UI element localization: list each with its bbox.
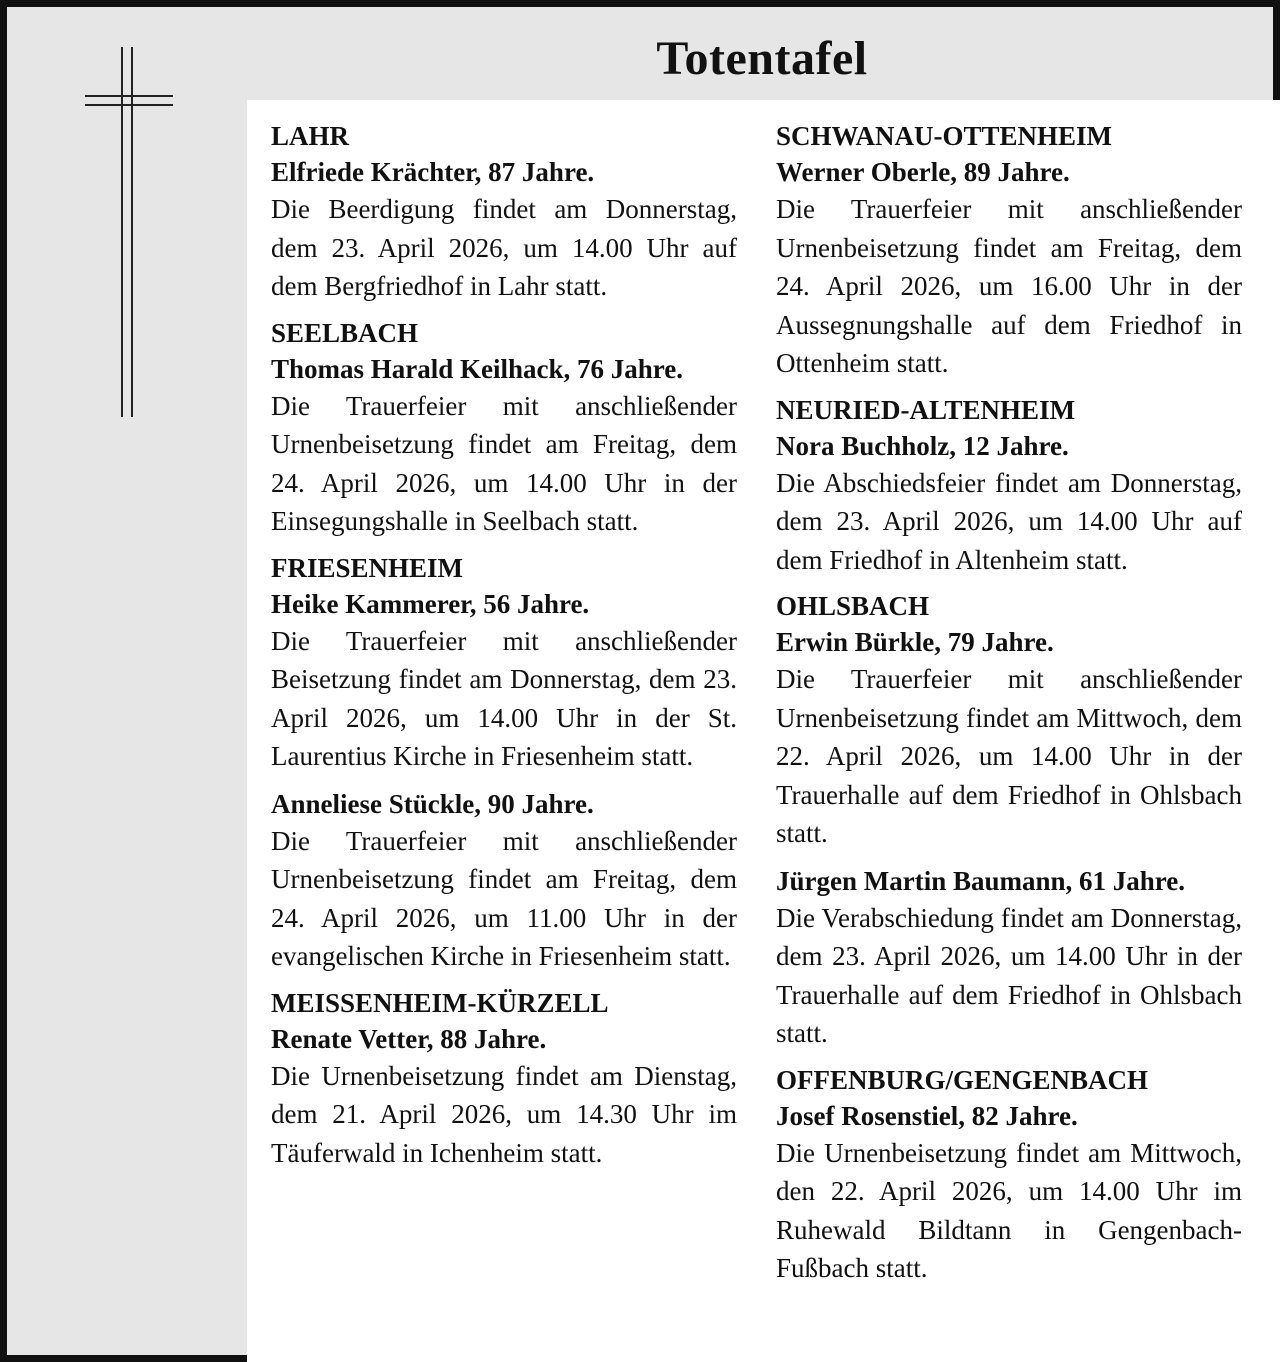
obituary-entry (271, 986, 737, 1173)
entry-place: SEELBACH (271, 317, 419, 348)
entry-name: Werner Oberle, 89 Jahre. (776, 157, 1070, 187)
obituary-entry (776, 589, 1242, 853)
entry-text: Die Trauerfeier mit anschließender Urnenbeisetzung findet am Freitag, dem 24. April 2026, um 14.00 Uhr in der Einsegungshalle in Seelbach statt. (271, 390, 737, 536)
entry-name: Elfriede Krächter, 87 Jahre. (271, 157, 595, 187)
left-column (271, 119, 737, 1182)
entry-name: Renate Vetter, 88 Jahre. (271, 1023, 547, 1054)
cross-icon (83, 47, 175, 422)
entry-place: FRIESENHEIM (271, 552, 464, 583)
entry-name: Josef Rosenstiel, 82 Jahre. (776, 1100, 1078, 1131)
entry-name: Anneliese Stückle, 90 Jahre. (271, 788, 594, 819)
entry-place: SCHWANAU-OTTENHEIM (776, 121, 1113, 151)
entry-place: MEISSENHEIM-KÜRZELL (271, 987, 609, 1018)
entry-name: Erwin Bürkle, 79 Jahre. (776, 627, 1054, 657)
entry-text: Die Abschiedsfeier findet am Donnerstag, dem 23. April 2026, um 14.00 Uhr auf dem Friedhof in Altenheim statt. (776, 467, 1242, 575)
obituary-entry (271, 316, 737, 541)
entry-text: Die Trauerfeier mit anschließender Urnenbeisetzung findet am Mittwoch, dem 22. April 2026, um 14.00 Uhr in der Trauerhalle auf dem Friedhof in Ohlsbach statt. (776, 664, 1242, 848)
obituary-entry (776, 119, 1242, 383)
entry-text: Die Verabschiedung findet am Donnerstag, dem 23. April 2026, um 14.00 Uhr in der Trauerhalle auf dem Friedhof in Ohlsbach statt. (776, 902, 1242, 1048)
entry-place: LAHR (271, 121, 350, 151)
right-column (776, 119, 1242, 1298)
obituary-entry (776, 863, 1242, 1053)
obituary-entry (776, 1063, 1242, 1288)
obituary-entry (271, 551, 737, 776)
entry-text: Die Trauerfeier mit anschließender Beisetzung findet am Donnerstag, dem 23. April 2026, um 14.00 Uhr in der St. Laurentius Kirche in Friesenheim statt. (271, 625, 737, 771)
obituary-panel (247, 100, 1280, 1362)
entry-place: OFFENBURG/GENGENBACH (776, 1064, 1149, 1095)
page-title: Totentafel (656, 32, 868, 85)
entry-text: Die Beerdigung findet am Donnerstag, dem 23. April 2026, um 14.00 Uhr auf dem Bergfriedhof in Lahr statt. (271, 194, 737, 301)
entry-name: Heike Kammerer, 56 Jahre. (271, 588, 590, 619)
entry-text: Die Trauerfeier mit anschließender Urnenbeisetzung findet am Freitag, dem 24. April 2026, um 16.00 Uhr in der Aussegnungshalle auf dem Friedhof in Ottenheim statt. (776, 194, 1242, 378)
entry-name: Jürgen Martin Baumann, 61 Jahre. (776, 865, 1186, 896)
entry-text: Die Urnenbeisetzung findet am Dienstag, dem 21. April 2026, um 14.30 Uhr im Täuferwald in Ichenheim statt. (271, 1060, 737, 1168)
obituary-entry (271, 119, 737, 306)
entry-text: Die Trauerfeier mit anschließender Urnenbeisetzung findet am Freitag, dem 24. April 2026, um 11.00 Uhr in der evangelischen Kirche in Friesenheim statt. (271, 825, 737, 971)
entry-text: Die Urnenbeisetzung findet am Mittwoch, den 22. April 2026, um 14.00 Uhr im Ruhewald Bildtann in Gengenbach-Fußbach statt. (776, 1137, 1242, 1283)
obituary-entry (776, 393, 1242, 580)
entry-place: OHLSBACH (776, 591, 930, 621)
obituary-entry (271, 786, 737, 976)
entry-name: Nora Buchholz, 12 Jahre. (776, 430, 1069, 461)
entry-name: Thomas Harald Keilhack, 76 Jahre. (271, 353, 684, 384)
entry-place: NEURIED-ALTENHEIM (776, 394, 1076, 425)
